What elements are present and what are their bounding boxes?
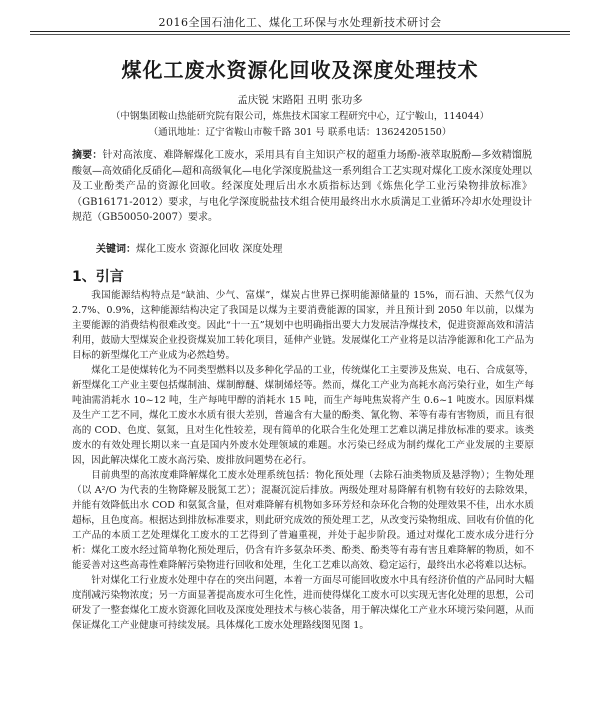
paragraph: 针对煤化工行业废水处理中存在的突出问题，本着一方面尽可能回收废水中具有经济价值的产品同时大幅度削减污染物浓度；另一方面显著提高废水可生化性，进而使得煤化工废水可以实现无害化处理的思想，公司研发了一整套煤化工废水资源化回收及深度处理技术与核心装备，用于解决煤化工产业水环境污染问题，从而保证煤化工产业健康可持续发展。具体煤化工废水处理路线图见图 1。 xyxy=(72,575,534,631)
keywords-text: 煤化工废水 资源化回收 深度处理 xyxy=(136,244,283,255)
section-title: 1、引言 xyxy=(72,269,124,285)
abstract-text: 针对高浓度、难降解煤化工废水，采用具有自主知识产权的超重力场酚-液萃取脱酚—多效精馏脱酸氨—高效硝化反硝化—超和高级氧化—电化学深度脱盐这一系列组合工艺实现对煤化工废水深度处理以及工业酚类产品的资源化回收。经深度处理后出水水质指标达到《炼焦化学工业污染物排放标准》（GB16171-2012）要求，与电化学深度脱盐技术组合使用最终出水水质满足工业循环冷却水处理设计规范（GB50050-2007）要求。 xyxy=(72,150,533,223)
keywords xyxy=(96,240,536,255)
keywords-label: 关键词： xyxy=(96,244,136,255)
authors: 孟庆锐 宋路阳 丑明 张功多 xyxy=(237,94,363,106)
paragraph: 煤化工是使煤转化为不同类型燃料以及多种化学品的工业，传统煤化工主要涉及焦炭、电石、合成氨等，新型煤化工产业主要包括煤制油、煤制醇醚、煤制烯烃等。然而，煤化工产业为高耗水高污染行业，如生产每吨油需消耗水 10~12 吨，生产每吨甲醇的消耗水 15 吨，而生产每吨焦炭将产生 0.6~1 吨废水。因原料煤及生产工艺不同，煤化工废水水质有很大差别，普遍含有大量的酚类、氰化物、苯等有毒有害物质，而且有很高的 COD、色度、氨氮，且对生化性较差，现有简单的化联合生化处理工艺难以满足排放标准的要求。该类废水的有效处理长期以来一直是国内外废水处理领域的难题。水污染已经成为制约煤化工产业发展的主要原因，因此解决煤化工废水高污染、废排放问题势在必行。 xyxy=(72,365,534,466)
body-text xyxy=(72,288,534,633)
contact-info: （通讯地址：辽宁省鞍山市鞍千路 301 号 联系电话：13624205150） xyxy=(148,127,452,138)
paper-title: 煤化工废水资源化回收及深度处理技术 xyxy=(121,58,479,82)
abstract-label: 摘要： xyxy=(72,150,103,161)
page-header: 2016全国石油化工、煤化工环保与水处理新技术研讨会 xyxy=(158,16,442,29)
paragraph: 目前典型的高浓度难降解煤化工废水处理系统包括：物化预处理（去除石油类物质及悬浮物）；生物处理（以 A²/O 为代表的生物降解及脱氮工艺）；混凝沉淀后排放。两级处理对易降解有机物有较好的去除效果，并能有效降低出水 COD 和氨氮含量，但对难降解有机物如多环芳烃和杂环化合物的处理效果不佳，出水水质超标，且色度高。根据达到排放标准要求，则此研究成效的预处理工艺，从改变污染物组成、回收有价值的化工产品的本质工艺处理煤化工废水的工艺得到了普遍重视，并处于起步阶段。通过对煤化工废水成分进行分析：煤化工废水经过简单物化预处理后，仍含有许多氨杂环类、酚类、酚类等有毒有害且难降解的物质，如不能妥善对这些高毒性难降解污染物进行回收和处理，生化工艺难以高效、稳定运行，最终出水必将难以达标。 xyxy=(72,470,534,571)
header-rule-thin xyxy=(30,34,570,35)
affiliation: （中钢集团鞍山热能研究院有限公司，炼焦技术国家工程研究中心，辽宁鞍山，114044） xyxy=(110,111,490,122)
paragraph: 我国能源结构特点是“缺油、少气、富煤”，煤炭占世界已探明能源储量的 15%，而石油、天然气仅为 2.7%、0.9%，这种能源结构决定了我国是以煤为主要消费能源的国家，并且预计到 2050 年以前，以煤为主要能源的消费结构很难改变。因此“十一五”规划中也明确指出要大力发展洁净煤技术，促进资源高效和清洁利用，鼓励大型煤炭企业投资煤炭加工转化项目，延伸产业链。发展煤化工产业将是以洁净能源和化工产品为目标的新型煤化工产业成为必然趋势。 xyxy=(72,290,534,361)
abstract xyxy=(72,148,532,226)
header-rule xyxy=(30,31,570,32)
